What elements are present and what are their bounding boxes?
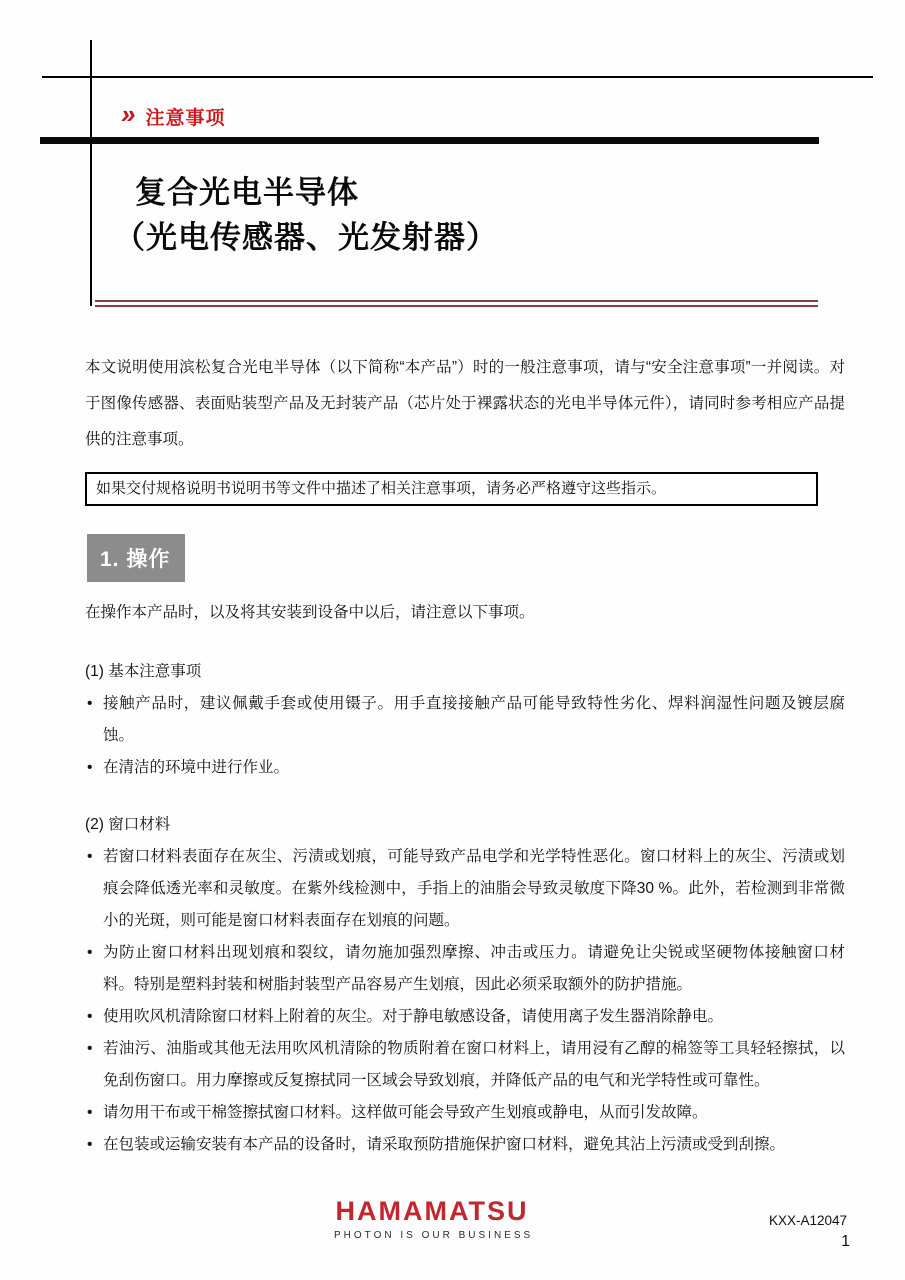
- list-item: • 若窗口材料表面存在灰尘、污渍或划痕，可能导致产品电学和光学特性恶化。窗口材料上的灰尘、污渍或划痕会降低透光率和灵敏度。在紫外线检测中，手指上的油脂会导致灵敏度下降30 %。此外，若检测到非常微小的光斑，则可能是窗口材料表面存在划痕的问题。: [85, 841, 845, 937]
- page-number: 1: [841, 1233, 850, 1250]
- page-title-line2: （光电传感器、光发射器）: [114, 220, 498, 255]
- document-number: KXX-A12047: [768, 1213, 847, 1228]
- section-1-body: [85, 597, 845, 1161]
- list-item: • 在包装或运输安装有本产品的设备时，请采取预防措施保护窗口材料，避免其沾上污渍或受到刮擦。: [85, 1129, 845, 1161]
- double-chevron-icon: »: [121, 99, 137, 129]
- logo-tagline: PHOTON IS OUR BUSINESS: [334, 1230, 534, 1241]
- note-box-text: 如果交付规格说明书说明书等文件中描述了相关注意事项，请务必严格遵守这些指示。: [96, 480, 667, 497]
- note-box: [85, 472, 818, 506]
- header-thick-bar: [40, 137, 819, 144]
- list-item: • 接触产品时，建议佩戴手套或使用镊子。用手直接接触产品可能导致特性劣化、焊料润湿性问题及镀层腐蚀。: [85, 688, 845, 752]
- window-material-list: [85, 841, 845, 1161]
- list-item: • 使用吹风机清除窗口材料上附着的灰尘。对于静电敏感设备，请使用离子发生器消除静电。: [85, 1001, 845, 1033]
- list-item: • 请勿用干布或干棉签擦拭窗口材料。这样做可能会导致产生划痕或静电，从而引发故障。: [85, 1097, 845, 1129]
- section-kicker: [121, 99, 226, 130]
- subsection-2-label: (2) 窗口材料: [85, 816, 171, 833]
- logo-wordmark: HAMAMATSU: [335, 1196, 529, 1226]
- vertical-rule: [90, 40, 92, 306]
- section-1-lead: 在操作本产品时，以及将其安装到设备中以后，请注意以下事项。: [85, 604, 535, 621]
- top-horizontal-rule: [42, 76, 873, 78]
- list-item: • 为防止窗口材料出现划痕和裂纹，请勿施加强烈摩擦、冲击或压力。请避免让尖锐或坚硬物体接触窗口材料。特别是塑料封装和树脂封装型产品容易产生划痕，因此必须采取额外的防护措施。: [85, 937, 845, 1001]
- list-item: • 若油污、油脂或其他无法用吹风机清除的物质附着在窗口材料上，请用浸有乙醇的棉签等工具轻轻擦拭，以免刮伤窗口。用力摩擦或反复擦拭同一区域会导致划痕，并降低产品的电气和光学特性或可靠性。: [85, 1033, 845, 1097]
- section-1-heading: 1. 操作: [87, 534, 185, 582]
- page-title: [114, 170, 498, 260]
- subsection-1-label: (1) 基本注意事项: [85, 663, 202, 680]
- kicker-label: 注意事项: [145, 108, 226, 129]
- list-item: • 在清洁的环境中进行作业。: [85, 752, 845, 784]
- page-title-line1: 复合光电半导体: [135, 175, 359, 210]
- title-double-rule: [95, 300, 818, 307]
- intro-paragraph: 本文说明使用滨松复合光电半导体（以下简称“本产品”）时的一般注意事项，请与“安全注意事项”一并阅读。对于图像传感器、表面贴装型产品及无封装产品（芯片处于裸露状态的光电半导体元件），请同时参考相应产品提供的注意事项。: [85, 359, 845, 448]
- basic-precautions-list: [85, 688, 845, 784]
- hamamatsu-logo: [334, 1196, 534, 1241]
